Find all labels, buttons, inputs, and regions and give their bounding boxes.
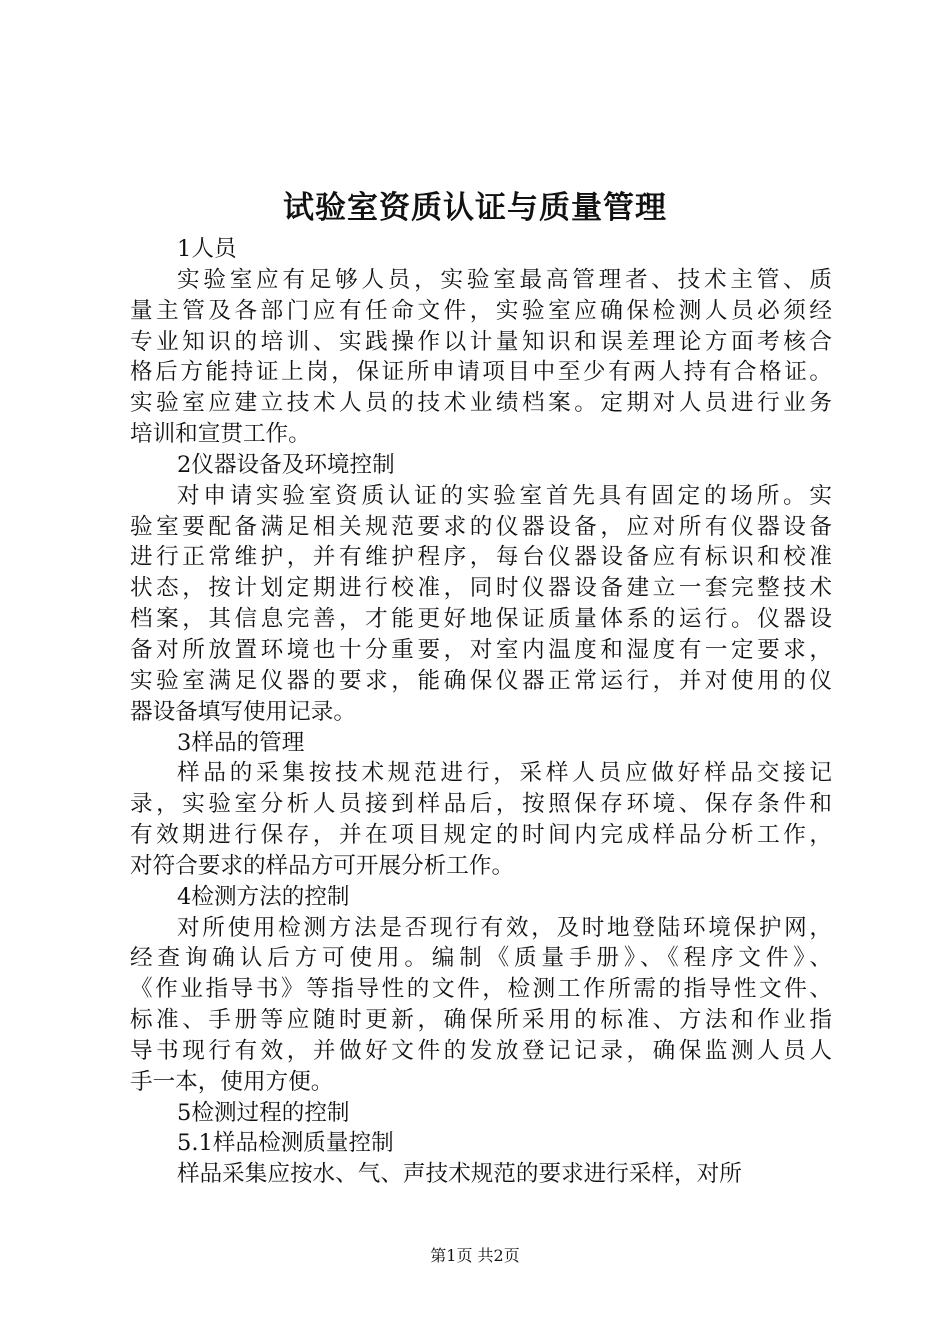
paragraph-line: 标准、手册等应随时更新，确保所采用的标准、方法和作业指 [130,1007,836,1034]
paragraph-line: 样品的采集按技术规范进行，采样人员应做好样品交接记 [177,760,836,787]
paragraph-line: 实验室应建立技术人员的技术业绩档案。定期对人员进行业务 [130,390,836,417]
section-heading: 4检测方法的控制 [177,883,350,910]
paragraph-line: 手一本，使用方便。 [130,1068,334,1095]
document-body [130,234,837,1190]
paragraph-line: 对申请实验室资质认证的实验室首先具有固定的场所。实 [177,482,836,509]
paragraph-line: 培训和宣贯工作。 [130,421,311,448]
paragraph-line: 专业知识的培训、实践操作以计量知识和误差理论方面考核合 [130,328,836,355]
page-footer: 第1页 共2页 [430,1246,520,1265]
paragraph-line: 录，实验室分析人员接到样品后，按照保存环境、保存条件和 [130,791,836,818]
paragraph-line: 备对所放置环境也十分重要，对室内温度和湿度有一定要求， [130,636,836,663]
paragraph-line: 实验室满足仪器的要求，能确保仪器正常运行，并对使用的仪 [130,667,836,694]
paragraph-line: 器设备填写使用记录。 [130,698,356,725]
section-heading: 5.1样品检测质量控制 [177,1130,394,1157]
paragraph-line: 档案，其信息完善，才能更好地保证质量体系的运行。仪器设 [130,606,836,633]
section-heading: 3样品的管理 [177,729,305,756]
section-heading: 2仪器设备及环境控制 [177,451,395,478]
paragraph-line: 导书现行有效，并做好文件的发放登记记录，确保监测人员人 [130,1037,836,1064]
document-title: 试验室资质认证与质量管理 [283,190,667,226]
paragraph-line: 经查询确认后方可使用。编制《质量手册》、《程序文件》、 [130,945,837,972]
paragraph-line: 实验室应有足够人员，实验室最高管理者、技术主管、质 [177,266,836,293]
paragraph-line: 对符合要求的样品方可开展分析工作。 [130,852,515,879]
paragraph-line: 量主管及各部门应有任命文件，实验室应确保检测人员必须经 [130,297,836,324]
paragraph-line: 样品采集应按水、气、声技术规范的要求进行采样，对所 [177,1161,742,1188]
section-heading: 5检测过程的控制 [177,1099,350,1126]
paragraph-line: 验室要配备满足相关规范要求的仪器设备，应对所有仪器设备 [130,513,836,540]
paragraph-line: 进行正常维护，并有维护程序，每台仪器设备应有标识和校准 [130,544,836,571]
paragraph-line: 对所使用检测方法是否现行有效，及时地登陆环境保护网， [177,914,835,941]
section-heading: 1人员 [177,236,237,262]
paragraph-line: 格后方能持证上岗，保证所申请项目中至少有两人持有合格证。 [130,359,835,386]
paragraph-line: 《作业指导书》等指导性的文件，检测工作所需的指导性文件、 [130,976,835,1003]
paragraph-line: 状态，按计划定期进行校准，同时仪器设备建立一套完整技术 [130,575,836,602]
paragraph-line: 有效期进行保存，并在项目规定的时间内完成样品分析工作， [130,822,836,849]
